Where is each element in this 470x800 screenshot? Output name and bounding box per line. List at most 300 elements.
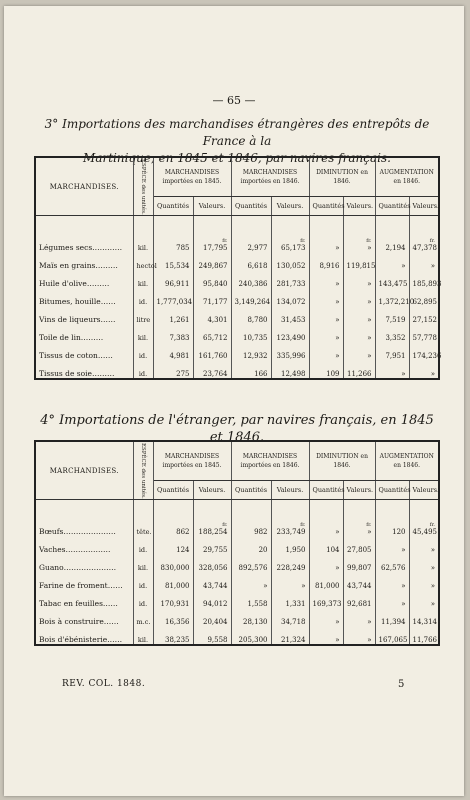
cell-qd (309, 360, 343, 379)
cell-vd (343, 572, 375, 590)
cell-merchandise: Bitumes, houille…… (35, 288, 133, 306)
currency-label: fr. (222, 238, 228, 244)
currency-label: fr. (366, 522, 372, 528)
table-imports-entrepots (34, 156, 440, 380)
section-title-4: 4° Importations de l'étranger, par navires français, en 1845 et 1846. (40, 413, 434, 445)
cell-v46 (271, 608, 309, 626)
cell-unit: m.c. (133, 608, 153, 626)
cell-value: 119,815 (346, 262, 376, 270)
cell-value: 161,760 (198, 352, 228, 360)
cell-value: » (430, 370, 436, 378)
cell-merchandise: Guano………………… (35, 554, 133, 572)
cell-value: 94,012 (203, 600, 228, 608)
cell-value: 830,000 (160, 564, 190, 572)
cell-value: » (335, 316, 340, 324)
cell-value: 65,712 (203, 334, 228, 342)
cell-value: 20 (258, 546, 268, 554)
cell-value: 228,249 (276, 564, 306, 572)
cell-value: 27,152 (412, 316, 438, 324)
cell-value: 2,194 (385, 244, 406, 252)
cell-q46 (231, 324, 271, 342)
cell-v45 (193, 360, 231, 379)
table-row (35, 608, 439, 626)
header-augmentation: AUGMENTATION en 1846. (375, 441, 439, 481)
cell-vd (343, 626, 375, 645)
cell-vd (343, 324, 375, 342)
cell-vd (343, 306, 375, 324)
cell-value: » (430, 582, 436, 590)
table-row (35, 306, 439, 324)
cell-value: 43,744 (203, 582, 228, 590)
cell-v45 (193, 252, 231, 270)
cell-value: 166 (254, 370, 268, 378)
cell-merchandise: Maïs en grains……… (35, 252, 133, 270)
cell-vd (343, 270, 375, 288)
cell-unit: id. (133, 572, 153, 590)
header-valeurs: Valeurs. (409, 481, 439, 500)
cell-value: 240,386 (238, 280, 268, 288)
document-page (4, 6, 464, 796)
cell-q45 (153, 536, 193, 554)
cell-value: 7,383 (169, 334, 190, 342)
header-augmentation: AUGMENTATION en 1846. (375, 157, 439, 197)
cell-q46 (231, 608, 271, 626)
header-units: ESPÈCE des unités. (133, 441, 153, 500)
cell-qa (375, 608, 409, 626)
cell-qa (375, 288, 415, 306)
spacer-cell (375, 216, 409, 235)
cell-q45 (153, 608, 193, 626)
cell-value: 134,072 (276, 298, 306, 306)
cell-value: 71,177 (203, 298, 228, 306)
cell-merchandise: Tissus de soie……… (35, 360, 133, 379)
cell-value: » (401, 582, 406, 590)
cell-merchandise: Tabac en feuilles…… (35, 590, 133, 608)
cell-value: 170,931 (160, 600, 190, 608)
cell-unit: kil. (133, 234, 153, 252)
page-number: — 65 — (212, 94, 256, 107)
cell-value: 104 (326, 546, 340, 554)
cell-va (409, 536, 439, 554)
spacer-cell (35, 216, 133, 235)
cell-v45 (193, 234, 231, 252)
cell-va (409, 342, 442, 360)
section-title-3-line1: 3° Importations des marchandises étrangères des entrepôts de France à la (44, 117, 430, 148)
cell-value: » (301, 582, 306, 590)
cell-v45 (193, 270, 231, 288)
cell-q45 (153, 324, 193, 342)
header-marchandises: MARCHANDISES. (35, 157, 133, 216)
cell-va (409, 572, 439, 590)
cell-va (409, 554, 439, 572)
cell-value: 62,576 (381, 564, 406, 572)
cell-qd (309, 590, 343, 608)
cell-vd (343, 518, 375, 536)
table-row (35, 626, 439, 645)
cell-qa (375, 342, 409, 360)
cell-vd (343, 590, 375, 608)
cell-qa (375, 554, 409, 572)
currency-label: fr. (300, 238, 306, 244)
footer-signature-mark: 5 (398, 679, 405, 690)
table-row (35, 518, 439, 536)
cell-va (409, 590, 439, 608)
cell-value: 120 (392, 528, 406, 536)
cell-va (409, 288, 439, 306)
cell-value: 95,840 (203, 280, 228, 288)
header-imports-1846: MARCHANDISES importées en 1846. (231, 157, 309, 197)
cell-va (409, 270, 442, 288)
footer-journal-ref: REV. COL. 1848. (62, 679, 146, 689)
cell-v46 (271, 234, 309, 252)
cell-vd (343, 234, 375, 252)
cell-value: 281,733 (276, 280, 306, 288)
cell-value: » (367, 528, 372, 536)
spacer-cell (409, 216, 439, 235)
cell-value: 81,000 (315, 582, 340, 590)
cell-qa (375, 518, 409, 536)
cell-qa (375, 572, 409, 590)
header-valeurs: Valeurs. (271, 481, 309, 500)
cell-q45 (153, 518, 193, 536)
table-row (35, 234, 439, 252)
cell-value: 123,490 (276, 334, 306, 342)
cell-value: 1,331 (285, 600, 306, 608)
cell-qd (309, 518, 343, 536)
table-row (35, 360, 439, 379)
cell-value: 14,314 (412, 618, 438, 626)
cell-v46 (271, 288, 309, 306)
cell-unit: id. (133, 360, 153, 379)
header-quantites: Quantités (153, 481, 193, 500)
spacer-cell (231, 500, 271, 519)
cell-qa (375, 252, 409, 270)
cell-q46 (231, 554, 271, 572)
cell-qd (309, 288, 343, 306)
cell-vd (343, 288, 375, 306)
header-quantites: Quantités (375, 481, 409, 500)
cell-v46 (271, 626, 309, 645)
cell-value: 167,065 (378, 636, 408, 644)
spacer-cell (133, 216, 153, 235)
cell-merchandise: Bœufs………………… (35, 518, 133, 536)
cell-qd (309, 252, 343, 270)
cell-v45 (193, 342, 231, 360)
cell-qa (375, 590, 409, 608)
cell-value: 28,130 (243, 618, 268, 626)
cell-q45 (153, 252, 193, 270)
currency-label: fr. (366, 238, 372, 244)
cell-value: 9,558 (207, 636, 228, 644)
header-imports-1846: MARCHANDISES importées en 1846. (231, 441, 309, 481)
spacer-cell (193, 216, 231, 235)
cell-v46 (271, 324, 309, 342)
cell-value: 3,352 (385, 334, 406, 342)
cell-q46 (231, 518, 271, 536)
cell-value: 249,867 (198, 262, 228, 270)
spacer-cell (271, 500, 309, 519)
currency-label: fr. (222, 522, 228, 528)
cell-merchandise: Farine de froment…… (35, 572, 133, 590)
cell-value: 1,777,034 (156, 298, 193, 306)
cell-value: » (367, 636, 372, 644)
cell-value: » (335, 280, 340, 288)
cell-qd (309, 572, 343, 590)
cell-value: 4,981 (169, 352, 190, 360)
header-valeurs: Valeurs. (193, 197, 231, 216)
cell-value: 57,778 (412, 334, 438, 342)
cell-value: 7,951 (385, 352, 406, 360)
header-valeurs: Valeurs. (193, 481, 231, 500)
header-units: ESPÈCE des unités. (133, 157, 153, 216)
cell-value: 1,558 (247, 600, 268, 608)
cell-unit: litre (133, 306, 153, 324)
cell-qd (309, 306, 343, 324)
cell-va (409, 324, 439, 342)
cell-qd (309, 324, 343, 342)
cell-value: 31,453 (281, 316, 306, 324)
cell-value: 81,000 (165, 582, 190, 590)
table-imports-etranger (34, 440, 440, 646)
cell-v46 (271, 590, 309, 608)
header-valeurs: Valeurs. (343, 481, 375, 500)
cell-value: 29,755 (203, 546, 228, 554)
cell-value: » (430, 262, 436, 270)
cell-q46 (231, 288, 271, 306)
cell-value: 8,916 (319, 262, 340, 270)
cell-vd (343, 536, 375, 554)
table-row (35, 342, 439, 360)
cell-value: » (367, 352, 372, 360)
cell-unit: id. (133, 590, 153, 608)
table-row (35, 270, 439, 288)
cell-vd (343, 554, 375, 572)
cell-unit: id. (133, 536, 153, 554)
cell-value: » (335, 564, 340, 572)
cell-value: 92,681 (347, 600, 372, 608)
cell-v46 (271, 306, 309, 324)
spacer-cell (343, 216, 375, 235)
cell-qd (309, 234, 343, 252)
cell-qa (375, 270, 409, 288)
cell-v45 (193, 324, 231, 342)
cell-value: 11,394 (381, 618, 406, 626)
cell-q46 (231, 270, 271, 288)
cell-value: 785 (176, 244, 190, 252)
cell-v46 (271, 518, 309, 536)
cell-value: 16,356 (165, 618, 190, 626)
cell-value: » (367, 280, 372, 288)
cell-q45 (153, 342, 193, 360)
cell-qa (375, 234, 409, 252)
cell-q46 (231, 536, 271, 554)
spacer-cell (193, 500, 231, 519)
cell-v46 (271, 270, 309, 288)
cell-value: 10,735 (243, 334, 268, 342)
cell-q46 (231, 252, 271, 270)
cell-q45 (153, 590, 193, 608)
cell-value: » (335, 528, 340, 536)
cell-value: 43,744 (347, 582, 372, 590)
cell-qa (375, 360, 409, 379)
cell-v45 (193, 306, 231, 324)
header-imports-1845: MARCHANDISES importées en 1845. (153, 441, 231, 481)
cell-merchandise: Tissus de coton…… (35, 342, 133, 360)
header-valeurs: Valeurs. (343, 197, 375, 216)
cell-value: 11,266 (347, 370, 372, 378)
spacer-cell (309, 500, 343, 519)
cell-value: 143,475 (378, 280, 408, 288)
header-quantites: Quantités (231, 481, 271, 500)
cell-value: » (401, 370, 406, 378)
cell-qd (309, 608, 343, 626)
table-row (35, 288, 439, 306)
cell-value: » (335, 618, 340, 626)
cell-value: 47,378 (412, 244, 438, 252)
cell-value: » (401, 600, 406, 608)
cell-value: » (430, 546, 436, 554)
cell-q45 (153, 626, 193, 645)
cell-value: » (335, 244, 340, 252)
cell-value: 4,301 (207, 316, 228, 324)
cell-value: 862 (176, 528, 190, 536)
cell-v45 (193, 590, 231, 608)
cell-q45 (153, 288, 193, 306)
cell-value: 65,173 (281, 244, 306, 252)
cell-value: 185,893 (412, 280, 442, 288)
cell-value: 328,056 (198, 564, 228, 572)
cell-value: 38,235 (165, 636, 190, 644)
header-imports-1845: MARCHANDISES importées en 1845. (153, 157, 231, 197)
cell-q46 (231, 342, 271, 360)
cell-value: 174,236 (412, 352, 442, 360)
cell-value: 1,372,210 (378, 298, 415, 306)
cell-q45 (153, 554, 193, 572)
spacer-cell (153, 500, 193, 519)
cell-value: 335,996 (276, 352, 306, 360)
spacer-cell (343, 500, 375, 519)
cell-value: » (430, 600, 436, 608)
cell-value: » (367, 618, 372, 626)
cell-q46 (231, 626, 271, 645)
cell-v46 (271, 554, 309, 572)
spacer-row (35, 500, 439, 519)
cell-v45 (193, 608, 231, 626)
cell-va (409, 306, 439, 324)
table-row (35, 252, 439, 270)
spacer-cell (271, 216, 309, 235)
cell-q45 (153, 306, 193, 324)
cell-unit: kil. (133, 270, 153, 288)
cell-value: 892,576 (238, 564, 268, 572)
cell-value: 275 (176, 370, 190, 378)
cell-v45 (193, 288, 231, 306)
cell-value: 1,950 (285, 546, 306, 554)
cell-va (409, 518, 439, 536)
cell-v46 (271, 572, 309, 590)
cell-value: 21,324 (281, 636, 306, 644)
table-row (35, 324, 439, 342)
currency-label: fr. (300, 522, 306, 528)
table-row (35, 572, 439, 590)
cell-unit: kil. (133, 324, 153, 342)
cell-value: » (367, 298, 372, 306)
cell-q46 (231, 590, 271, 608)
cell-value: 188,254 (198, 528, 228, 536)
spacer-row (35, 216, 439, 235)
header-diminution: DIMINUTION en 1846. (309, 157, 375, 197)
cell-value: 3,149,264 (234, 298, 271, 306)
cell-value: 99,807 (347, 564, 372, 572)
cell-qa (375, 306, 409, 324)
cell-value: » (335, 334, 340, 342)
cell-vd (343, 360, 375, 379)
cell-value: 124 (176, 546, 190, 554)
header-quantites: Quantités (231, 197, 271, 216)
cell-value: » (367, 334, 372, 342)
cell-value: 17,795 (203, 244, 228, 252)
cell-value: 2,977 (247, 244, 268, 252)
cell-q46 (231, 572, 271, 590)
cell-qd (309, 536, 343, 554)
cell-va (409, 608, 439, 626)
cell-v45 (193, 626, 231, 645)
cell-vd (343, 608, 375, 626)
cell-merchandise: Vaches……………… (35, 536, 133, 554)
cell-va (409, 360, 439, 379)
cell-va (409, 252, 439, 270)
cell-value: » (335, 636, 340, 644)
spacer-cell (35, 500, 133, 519)
cell-value: » (335, 298, 340, 306)
cell-v45 (193, 572, 231, 590)
header-diminution: DIMINUTION en 1846. (309, 441, 375, 481)
header-valeurs: Valeurs. (409, 197, 439, 216)
cell-value: 12,498 (281, 370, 306, 378)
cell-merchandise: Vins de liqueurs…… (35, 306, 133, 324)
cell-value: 45,495 (412, 528, 438, 536)
cell-vd (343, 342, 375, 360)
cell-unit: kil. (133, 554, 153, 572)
cell-unit: id. (133, 342, 153, 360)
cell-v46 (271, 252, 309, 270)
cell-value: 8,780 (247, 316, 268, 324)
table-row (35, 554, 439, 572)
cell-value: » (430, 564, 436, 572)
cell-value: 20,404 (203, 618, 228, 626)
spacer-cell (231, 216, 271, 235)
cell-unit: id. (133, 288, 153, 306)
cell-merchandise: Bois à construire…… (35, 608, 133, 626)
cell-qa (375, 324, 409, 342)
cell-qa (375, 536, 409, 554)
cell-q45 (153, 270, 193, 288)
cell-value: 109 (326, 370, 340, 378)
cell-value: 96,911 (165, 280, 190, 288)
cell-unit: tête. (133, 518, 153, 536)
cell-unit: hectol (133, 252, 153, 270)
header-quantites: Quantités (309, 197, 343, 216)
header-marchandises: MARCHANDISES. (35, 441, 133, 500)
currency-label: fr. (429, 238, 436, 244)
spacer-cell (309, 216, 343, 235)
cell-value: » (335, 352, 340, 360)
cell-q46 (231, 306, 271, 324)
cell-merchandise: Bois d'ébénisterie…… (35, 626, 133, 645)
cell-vd (343, 252, 375, 270)
spacer-cell (133, 500, 153, 519)
cell-value: 130,052 (276, 262, 306, 270)
